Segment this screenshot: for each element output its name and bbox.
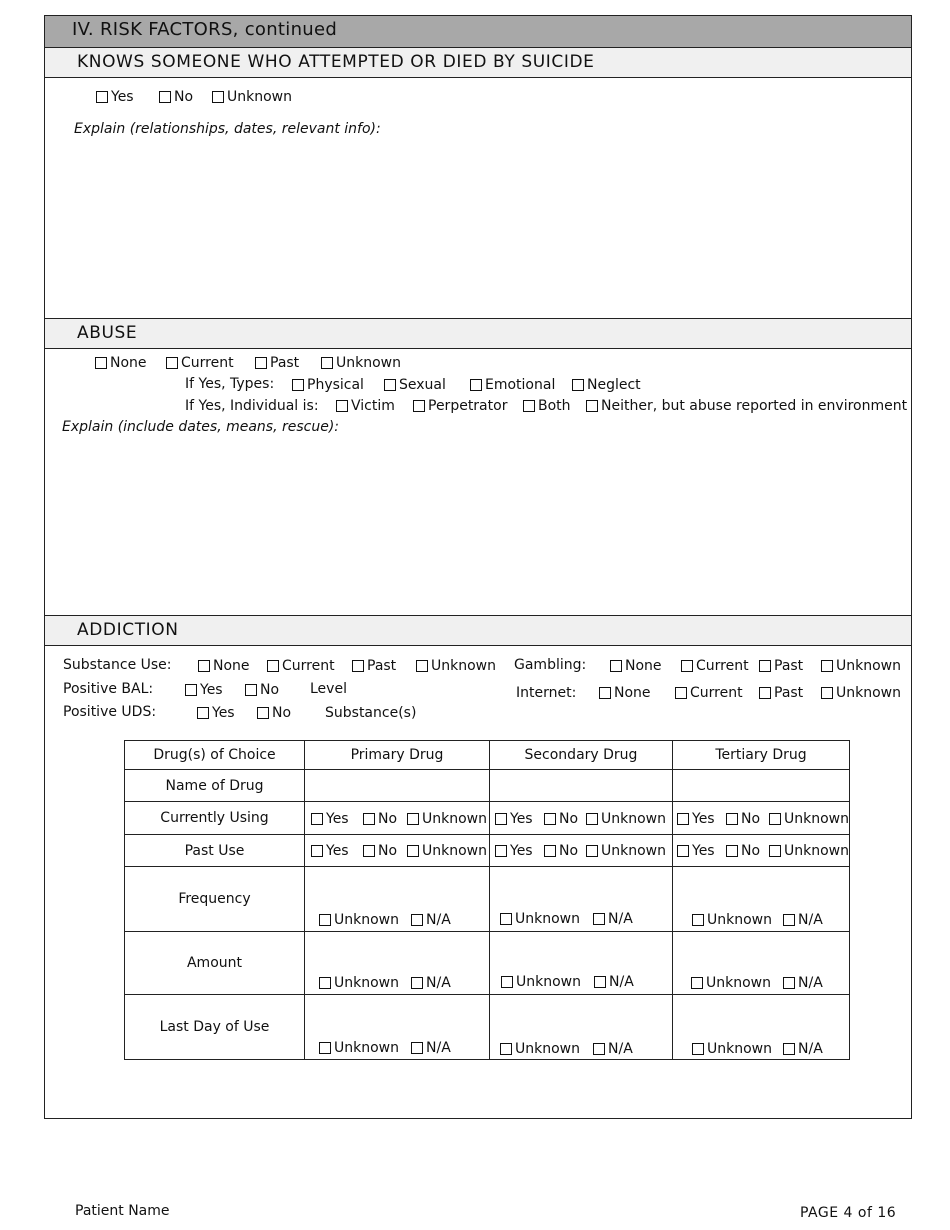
abuse-victim-checkbox[interactable]: Victim: [336, 398, 395, 414]
positive-uds-label: Positive UDS:: [63, 704, 157, 720]
substance-past-checkbox[interactable]: Past: [352, 658, 396, 674]
abuse-neither-checkbox[interactable]: Neither, but abuse reported in environment: [586, 398, 907, 414]
substance-current-checkbox[interactable]: Current: [267, 658, 335, 674]
table-row: [125, 995, 850, 1060]
secondary-drug-name-field[interactable]: [490, 770, 673, 802]
internet-current-checkbox[interactable]: Current: [675, 685, 743, 701]
na-checkbox[interactable]: N/A: [411, 975, 451, 991]
yes-no-unknown-cell: [305, 802, 490, 835]
unknown-checkbox[interactable]: Unknown: [500, 911, 580, 927]
unknown-checkbox[interactable]: Unknown: [692, 1041, 772, 1057]
gambling-current-checkbox[interactable]: Current: [681, 658, 749, 674]
unknown-checkbox[interactable]: Unknown: [407, 843, 487, 859]
unknown-checkbox[interactable]: Unknown: [319, 1040, 399, 1056]
knows-yes-checkbox[interactable]: Yes: [96, 89, 134, 105]
unknown-na-cell[interactable]: [490, 867, 673, 932]
no-checkbox[interactable]: No: [544, 843, 578, 859]
na-checkbox[interactable]: N/A: [593, 911, 633, 927]
uds-substances-label: Substance(s): [325, 705, 417, 721]
substance-unknown-checkbox[interactable]: Unknown: [416, 658, 496, 674]
abuse-sexual-checkbox[interactable]: Sexual: [384, 377, 446, 393]
unknown-checkbox[interactable]: Unknown: [319, 975, 399, 991]
yes-no-unknown-cell: [490, 802, 673, 835]
abuse-header: ABUSE: [44, 318, 912, 349]
abuse-emotional-checkbox[interactable]: Emotional: [470, 377, 555, 393]
table-header: Drug(s) of Choice: [125, 741, 305, 770]
unknown-na-cell[interactable]: [490, 995, 673, 1060]
abuse-physical-checkbox[interactable]: Physical: [292, 377, 364, 393]
table-header: Tertiary Drug: [673, 741, 850, 770]
yes-checkbox[interactable]: Yes: [311, 811, 349, 827]
abuse-individual-label: If Yes, Individual is:: [185, 398, 319, 414]
abuse-current-checkbox[interactable]: Current: [166, 355, 234, 371]
yes-no-unknown-cell: [673, 835, 850, 867]
row-label: Past Use: [125, 835, 305, 867]
no-checkbox[interactable]: No: [726, 843, 760, 859]
unknown-na-cell[interactable]: [673, 932, 850, 995]
no-checkbox[interactable]: No: [363, 843, 397, 859]
na-checkbox[interactable]: N/A: [594, 974, 634, 990]
unknown-checkbox[interactable]: Unknown: [586, 843, 666, 859]
gambling-none-checkbox[interactable]: None: [610, 658, 662, 674]
unknown-checkbox[interactable]: Unknown: [692, 912, 772, 928]
table-row: [125, 835, 850, 867]
unknown-checkbox[interactable]: Unknown: [769, 843, 849, 859]
table-header: Primary Drug: [305, 741, 490, 770]
section-title: IV. RISK FACTORS, continued: [44, 15, 912, 48]
tertiary-drug-name-field[interactable]: [673, 770, 850, 802]
unknown-na-cell[interactable]: [673, 995, 850, 1060]
row-label: Amount: [125, 932, 305, 995]
abuse-types-label: If Yes, Types:: [185, 376, 275, 392]
yes-no-unknown-cell: [673, 802, 850, 835]
substance-none-checkbox[interactable]: None: [198, 658, 250, 674]
page-number: PAGE 4 of 16: [800, 1205, 897, 1221]
unknown-checkbox[interactable]: Unknown: [500, 1041, 580, 1057]
knows-someone-header: KNOWS SOMEONE WHO ATTEMPTED OR DIED BY SUICIDE: [44, 47, 912, 78]
unknown-na-cell[interactable]: [673, 867, 850, 932]
row-label: Frequency: [125, 867, 305, 932]
unknown-na-cell[interactable]: [305, 867, 490, 932]
abuse-both-checkbox[interactable]: Both: [523, 398, 571, 414]
abuse-explain-label: Explain (include dates, means, rescue):: [62, 419, 340, 435]
gambling-past-checkbox[interactable]: Past: [759, 658, 803, 674]
gambling-label: Gambling:: [514, 657, 587, 673]
na-checkbox[interactable]: N/A: [783, 1041, 823, 1057]
yes-checkbox[interactable]: Yes: [677, 843, 715, 859]
uds-no-checkbox[interactable]: No: [257, 705, 291, 721]
row-label: Name of Drug: [125, 770, 305, 802]
no-checkbox[interactable]: No: [726, 811, 760, 827]
table-row: [125, 802, 850, 835]
uds-yes-checkbox[interactable]: Yes: [197, 705, 235, 721]
addiction-header: ADDICTION: [44, 615, 912, 646]
internet-unknown-checkbox[interactable]: Unknown: [821, 685, 901, 701]
row-label: Currently Using: [125, 802, 305, 835]
abuse-explain-field[interactable]: [46, 441, 910, 613]
knows-unknown-checkbox[interactable]: Unknown: [212, 89, 292, 105]
bal-yes-checkbox[interactable]: Yes: [185, 682, 223, 698]
yes-no-unknown-cell: [490, 835, 673, 867]
internet-past-checkbox[interactable]: Past: [759, 685, 803, 701]
na-checkbox[interactable]: N/A: [783, 912, 823, 928]
internet-label: Internet:: [516, 685, 577, 701]
yes-no-unknown-cell: [305, 835, 490, 867]
abuse-neglect-checkbox[interactable]: Neglect: [572, 377, 641, 393]
unknown-checkbox[interactable]: Unknown: [769, 811, 849, 827]
table-header: Secondary Drug: [490, 741, 673, 770]
patient-name-label: Patient Name: [75, 1203, 170, 1219]
substance-use-label: Substance Use:: [63, 657, 172, 673]
unknown-checkbox[interactable]: Unknown: [501, 974, 581, 990]
knows-no-checkbox[interactable]: No: [159, 89, 193, 105]
primary-drug-name-field[interactable]: [305, 770, 490, 802]
gambling-unknown-checkbox[interactable]: Unknown: [821, 658, 901, 674]
yes-checkbox[interactable]: Yes: [311, 843, 349, 859]
yes-checkbox[interactable]: Yes: [495, 843, 533, 859]
drug-table: [124, 740, 850, 1060]
abuse-perpetrator-checkbox[interactable]: Perpetrator: [413, 398, 507, 414]
unknown-na-cell[interactable]: [490, 932, 673, 995]
bal-no-checkbox[interactable]: No: [245, 682, 279, 698]
unknown-na-cell[interactable]: [305, 932, 490, 995]
abuse-none-checkbox[interactable]: None: [95, 355, 147, 371]
na-checkbox[interactable]: N/A: [593, 1041, 633, 1057]
internet-none-checkbox[interactable]: None: [599, 685, 651, 701]
knows-explain-field[interactable]: [46, 143, 910, 317]
positive-bal-label: Positive BAL:: [63, 681, 154, 697]
yes-checkbox[interactable]: Yes: [495, 811, 533, 827]
unknown-checkbox[interactable]: Unknown: [586, 811, 666, 827]
bal-level-label: Level: [310, 681, 347, 697]
no-checkbox[interactable]: No: [544, 811, 578, 827]
unknown-na-cell[interactable]: [305, 995, 490, 1060]
unknown-checkbox[interactable]: Unknown: [407, 811, 487, 827]
table-row: [125, 932, 850, 995]
na-checkbox[interactable]: N/A: [411, 1040, 451, 1056]
unknown-checkbox[interactable]: Unknown: [319, 912, 399, 928]
no-checkbox[interactable]: No: [363, 811, 397, 827]
na-checkbox[interactable]: N/A: [411, 912, 451, 928]
row-label: Last Day of Use: [125, 995, 305, 1060]
abuse-past-checkbox[interactable]: Past: [255, 355, 299, 371]
table-row: [125, 867, 850, 932]
unknown-checkbox[interactable]: Unknown: [691, 975, 771, 991]
na-checkbox[interactable]: N/A: [783, 975, 823, 991]
yes-checkbox[interactable]: Yes: [677, 811, 715, 827]
knows-explain-label: Explain (relationships, dates, relevant info):: [74, 121, 381, 137]
abuse-unknown-checkbox[interactable]: Unknown: [321, 355, 401, 371]
